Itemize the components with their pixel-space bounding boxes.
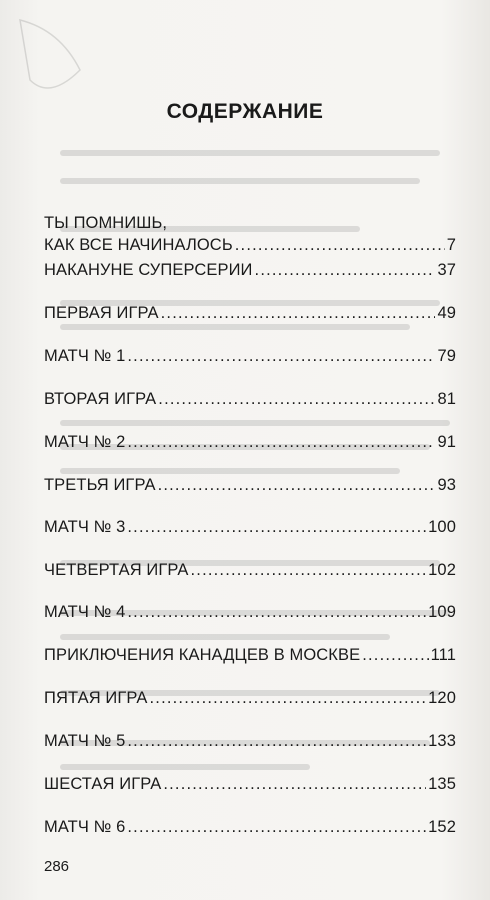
toc-entry-title: ВТОРАЯ ИГРА [44,390,157,408]
toc-entry-page: 49 [437,304,456,322]
toc-leader-dots [161,302,436,324]
toc-entry-title: ПЯТАЯ ИГРА [44,689,148,707]
toc-entry [44,730,456,752]
toc-leader-dots [127,730,426,752]
toc-entry-line [44,259,456,281]
toc-entry-line [44,345,456,367]
toc-entry-title: НАКАНУНЕ СУПЕРСЕРИИ [44,261,253,279]
toc-leader-dots [255,259,436,281]
toc-entry-title: МАТЧ № 2 [44,433,126,451]
toc-entry-title: ЧЕТВЕРТАЯ ИГРА [44,561,189,579]
toc-entry-page: 100 [428,518,456,536]
toc-entry [44,474,456,496]
toc-leader-dots [127,816,426,838]
toc-entry-line [44,773,456,795]
toc-entry-title: МАТЧ № 4 [44,603,126,621]
toc-entry-title: МАТЧ № 6 [44,818,126,836]
toc-entry-page: 135 [428,775,456,793]
toc-leader-dots [235,234,445,256]
toc-entry [44,516,456,538]
toc-entry-page: 111 [430,646,456,664]
toc-leader-dots [158,388,435,410]
toc-entry-title: КАК ВСЕ НАЧИНАЛОСЬ [44,236,233,254]
toc-entry-title-line-1: ТЫ ПОМНИШЬ, [44,214,168,232]
toc-entry-title: ШЕСТАЯ ИГРА [44,775,162,793]
toc-entry-line [44,302,456,324]
toc-entry [44,345,456,367]
toc-entry-line [44,687,456,709]
toc-leader-dots [362,644,428,666]
toc-entry-page: 7 [446,236,456,254]
toc-leader-dots [127,345,435,367]
toc-entry-title: ПЕРВАЯ ИГРА [44,304,159,322]
toc-entry-page: 120 [428,689,456,707]
toc-entry-page: 152 [428,818,456,836]
toc-leader-dots [127,516,426,538]
toc-entry [44,687,456,709]
toc-entry-page: 91 [437,433,456,451]
toc-entry [44,302,456,324]
toc-entry-line [44,730,456,752]
toc-entry-line [44,388,456,410]
toc-entry [44,212,456,256]
toc-entry-page: 37 [437,261,456,279]
toc-entry-page: 133 [428,732,456,750]
toc-leader-dots [127,431,435,453]
toc-leader-dots [191,559,427,581]
toc-entry-page: 81 [437,390,456,408]
toc-entry [44,388,456,410]
toc-entry-title: МАТЧ № 5 [44,732,126,750]
toc-leader-dots [163,773,426,795]
toc-entry-title: МАТЧ № 3 [44,518,126,536]
toc-leader-dots [158,474,436,496]
toc-entry-line [44,559,456,581]
toc-entry [44,816,456,838]
toc-entry-title: ПРИКЛЮЧЕНИЯ КАНАДЦЕВ В МОСКВЕ [44,646,361,664]
toc-entry [44,601,456,623]
toc-entry-line [44,474,456,496]
toc-entry [44,644,456,666]
toc-entry-line [44,431,456,453]
toc-entry-page: 93 [437,476,456,494]
toc-entry-page: 79 [437,347,456,365]
toc-entry [44,431,456,453]
toc-entry [44,773,456,795]
toc-entry-page: 109 [428,603,456,621]
toc-leader-dots [127,601,426,623]
toc-entry-title: ТРЕТЬЯ ИГРА [44,476,156,494]
toc-entry-line [44,516,456,538]
toc-leader-dots [150,687,427,709]
contents-heading: СОДЕРЖАНИЕ [166,100,324,123]
toc-entry-page: 102 [428,561,456,579]
toc-entry-line [44,644,456,666]
toc-entry [44,259,456,281]
toc-entry-title: МАТЧ № 1 [44,347,126,365]
page-number: 286 [44,858,70,875]
toc-entry-line [44,234,456,256]
toc-entry-line [44,601,456,623]
toc-entry-line [44,816,456,838]
toc-entry [44,559,456,581]
